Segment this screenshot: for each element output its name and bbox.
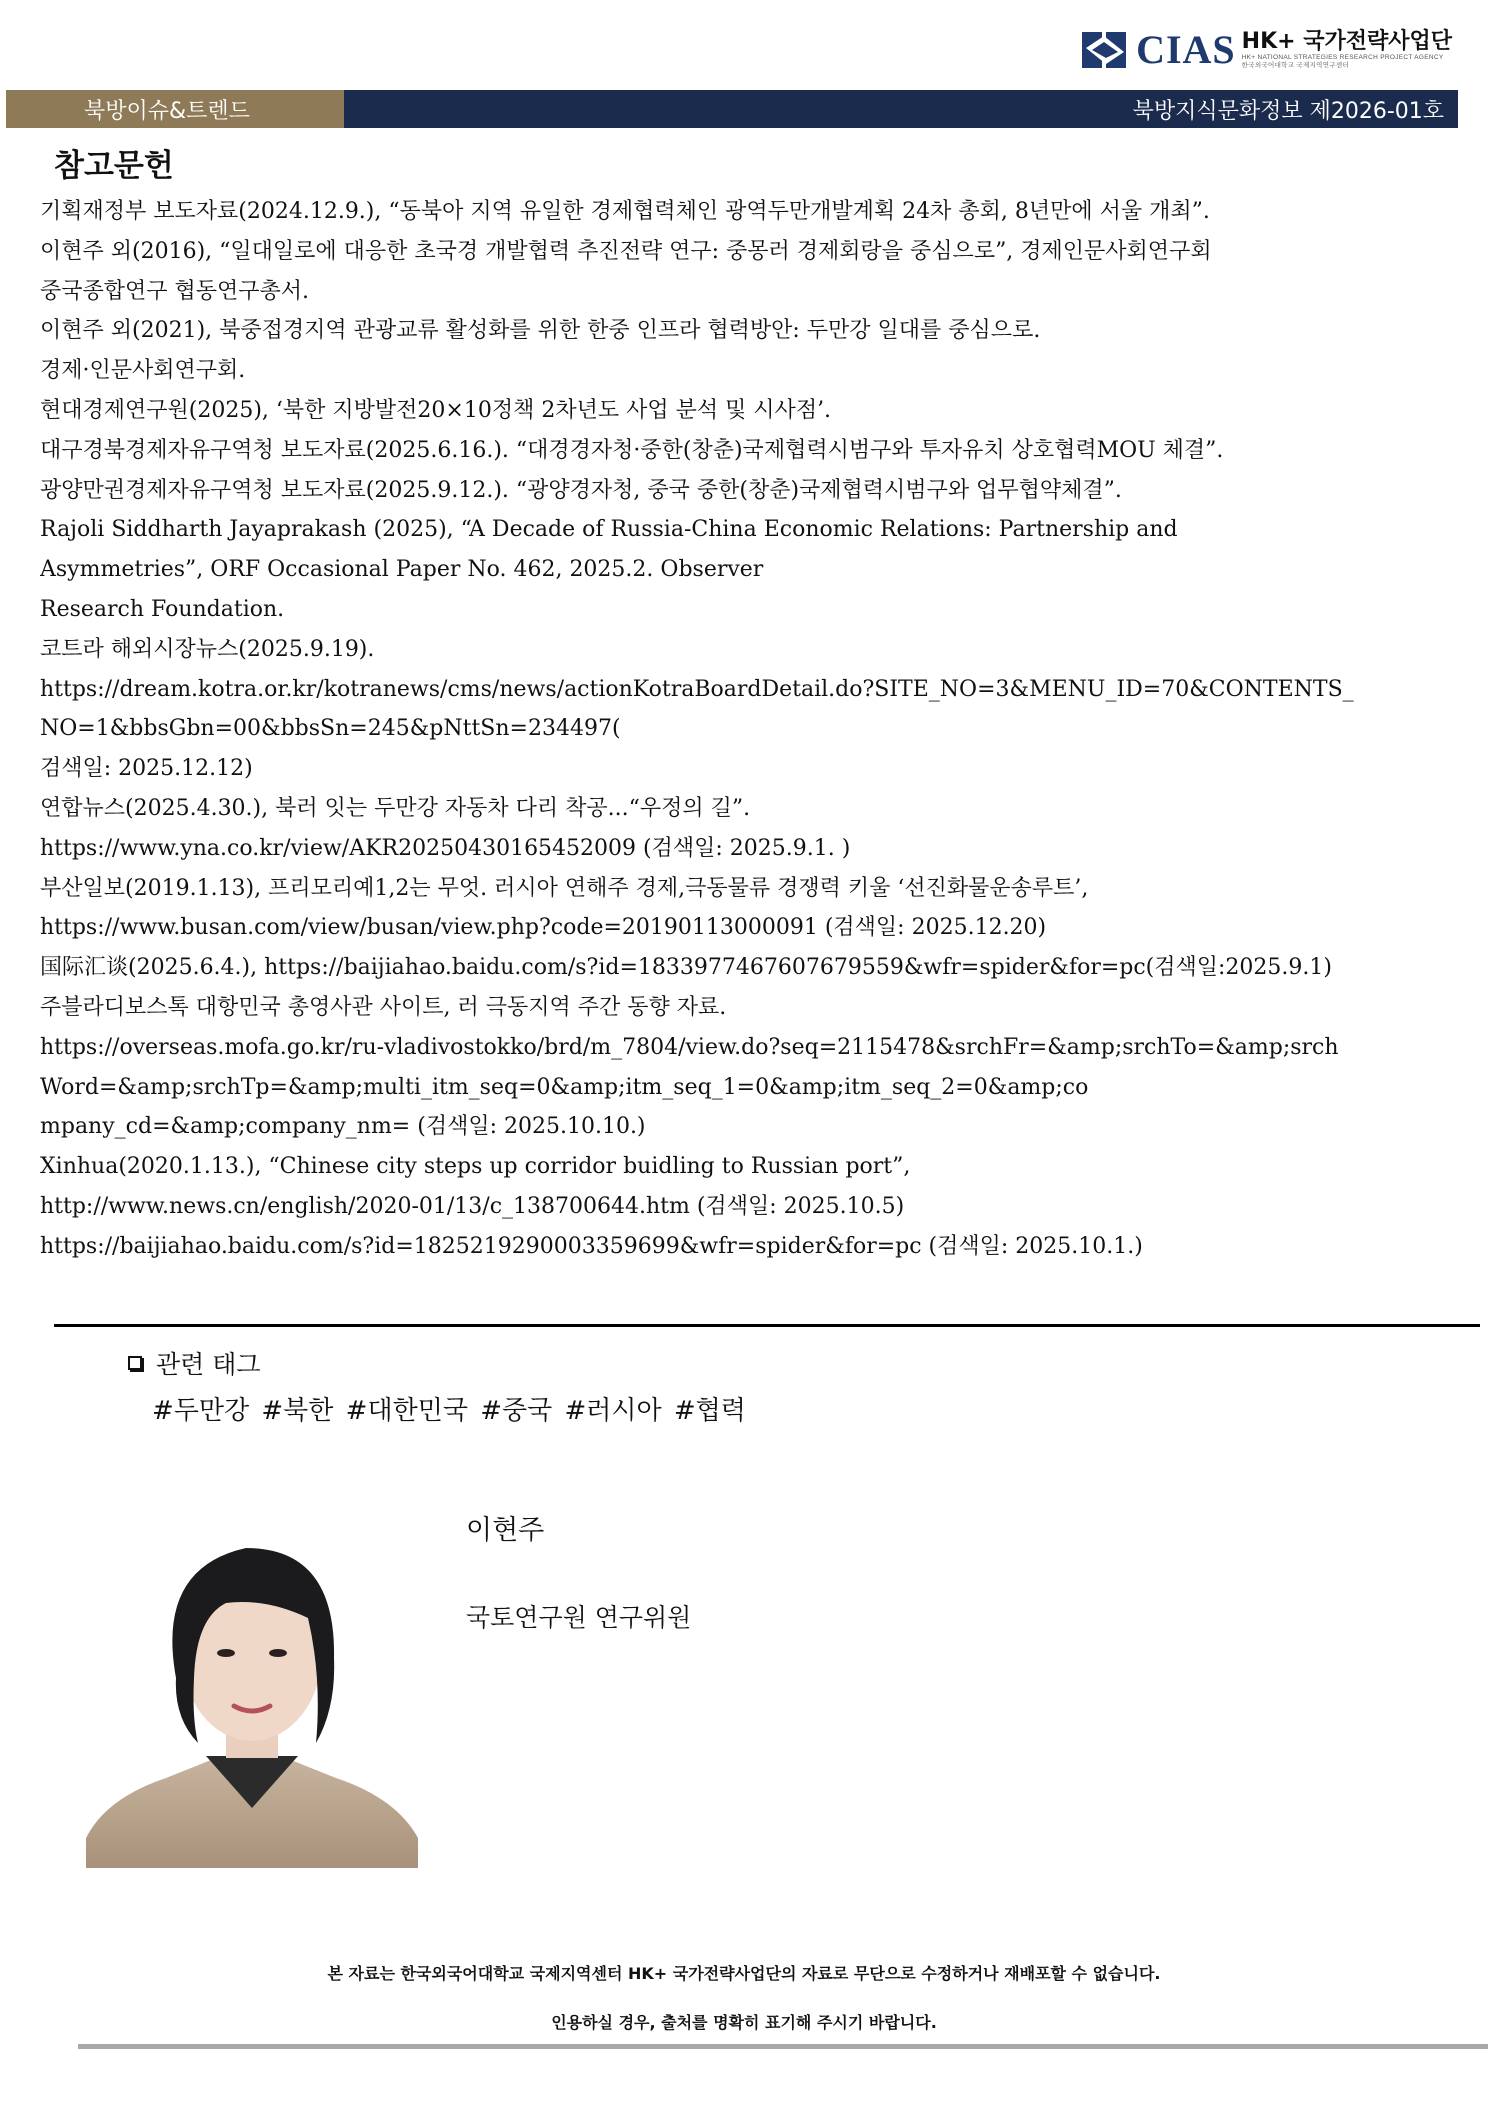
logo-subtitle-en: HK+ NATIONAL STRATEGIES RESEARCH PROJECT AGENCY (1241, 53, 1444, 61)
reference-line: 이현주 외(2021), 북중접경지역 관광교류 활성화를 위한 한중 인프라 협력방안: 두만강 일대를 중심으로. (40, 318, 1041, 344)
header-logo (1080, 22, 1452, 78)
copyright-notice: 본 자료는 한국외국어대학교 국제지역센터 HK+ 국가전략사업단의 자료로 무단으로 수정하거나 재배포할 수 없습니다. (327, 1964, 1161, 1983)
reference-line: 이현주 외(2016), “일대일로에 대응한 초국경 개발협력 추진전략 연구: 중몽러 경제회랑을 중심으로”, 경제인문사회연구회 (40, 238, 1212, 264)
reference-link[interactable]: NO=1&bbsGbn=00&bbsSn=245&pNttSn=234497( (40, 716, 621, 742)
banner-category: 북방이슈&트렌드 (6, 90, 344, 128)
author-title: 국토연구원 연구위원 (466, 1603, 692, 1632)
reference-link[interactable]: https://www.yna.co.kr/view/AKR20250430165452009 (검색일: 2025.9.1. ) (40, 835, 851, 861)
logo-title: HK+ 국가전략사업단 (1241, 28, 1452, 54)
reference-line: 중국종합연구 협동연구총서. (40, 278, 310, 304)
author-photo (86, 1508, 418, 1868)
tag-header-label: 관련 태그 (156, 1350, 261, 1379)
reference-link[interactable]: http://www.news.cn/english/2020-01/13/c_138700644.htm (검색일: 2025.10.5) (40, 1193, 905, 1219)
citation-notice: 인용하실 경우, 출처를 명확히 표기해 주시기 바랍니다. (551, 2013, 937, 2032)
reference-line: 부산일보(2019.1.13), 프리모리예1,2는 무엇. 러시아 연해주 경제,극동물류 경쟁력 키울 ‘선진화물운송루트’, (40, 875, 1089, 901)
reference-link[interactable]: https://dream.kotra.or.kr/kotranews/cms/news/actionKotraBoardDetail.do?SITE_NO=3&MENU_ID=70&CONTENTS_ (40, 676, 1354, 702)
reference-line: Rajoli Siddharth Jayaprakash (2025), “A Decade of Russia-China Economic Relations: Partnership and (40, 517, 1178, 543)
bottom-rule (78, 2044, 1488, 2049)
reference-line: 코트라 해외시장뉴스(2025.9.19). (40, 636, 375, 662)
reference-line: Research Foundation. (40, 596, 285, 622)
reference-line: 광양만권경제자유구역청 보도자료(2025.9.12.). “광양경자청, 중국 중한(창춘)국제협력시범구와 업무협약체결”. (40, 477, 1122, 503)
logo-text-block (1242, 30, 1452, 70)
reference-line: Xinhua(2020.1.13.), “Chinese city steps up corridor buidling to Russian port”, (40, 1154, 911, 1180)
tag-list: #두만강 #북한 #대한민국 #중국 #러시아 #협력 (152, 1396, 746, 1426)
reference-line: 대구경북경제자유구역청 보도자료(2025.6.16.). “대경경자청·중한(창춘)국제협력시범구와 투자유치 상호협력MOU 체결”. (40, 437, 1224, 463)
reference-list (40, 192, 1460, 1267)
logo-subtitle-ko: 한국외국어대학교 국제지역연구센터 (1241, 62, 1350, 70)
reference-line: 기획재정부 보도자료(2024.12.9.), “동북아 지역 유일한 경제협력체인 광역두만개발계획 24차 총회, 8년만에 서울 개최”. (40, 199, 1210, 224)
tag-header (128, 1345, 261, 1381)
checkbox-bullet-icon (128, 1356, 142, 1370)
reference-line: Asymmetries”, ORF Occasional Paper No. 462, 2025.2. Observer (40, 557, 764, 583)
logo-cias-text: CIAS (1136, 27, 1236, 72)
reference-line: 검색일: 2025.12.12) (40, 756, 253, 782)
reference-link[interactable]: mpany_cd=&amp;company_nm= (검색일: 2025.10.10.) (40, 1114, 646, 1140)
reference-link[interactable]: https://baijiahao.baidu.com/s?id=1825219290003359699&wfr=spider&for=pc (검색일: 2025.10.1.) (40, 1233, 1143, 1259)
reference-line: 주블라디보스톡 대항민국 총영사관 사이트, 러 극동지역 주간 동향 자료. (40, 994, 727, 1020)
cias-logo-icon (1080, 28, 1130, 72)
reference-link[interactable]: https://overseas.mofa.go.kr/ru-vladivostokko/brd/m_7804/view.do?seq=2115478&srchFr=&amp;srchTo=&amp;srch (40, 1034, 1339, 1060)
reference-line: 연합뉴스(2025.4.30.), 북러 잇는 두만강 자동차 다리 착공...“우정의 길”. (40, 795, 751, 821)
header-banner (6, 90, 1458, 128)
reference-line: 경제·인문사회연구회. (40, 358, 246, 384)
reference-link[interactable]: Word=&amp;srchTp=&amp;multi_itm_seq=0&amp;itm_seq_1=0&amp;itm_seq_2=0&amp;co (40, 1074, 1089, 1100)
author-name: 이현주 (466, 1515, 545, 1546)
reference-link[interactable]: https://www.busan.com/view/busan/view.php?code=20190113000091 (검색일: 2025.12.20) (40, 915, 1047, 941)
reference-link[interactable]: 国际汇谈(2025.6.4.), https://baijiahao.baidu.com/s?id=1833977467607679559&wfr=spider&for=pc(검색일:2025.9.1) (40, 955, 1332, 981)
section-title: 참고문헌 (54, 148, 174, 184)
reference-line: 현대경제연구원(2025), ‘북한 지방발전20×10정책 2차년도 사업 분석 및 시사점’. (40, 397, 832, 423)
banner-issue-number: 북방지식문화정보 제2026-01호 (344, 90, 1458, 128)
section-divider (54, 1324, 1480, 1327)
